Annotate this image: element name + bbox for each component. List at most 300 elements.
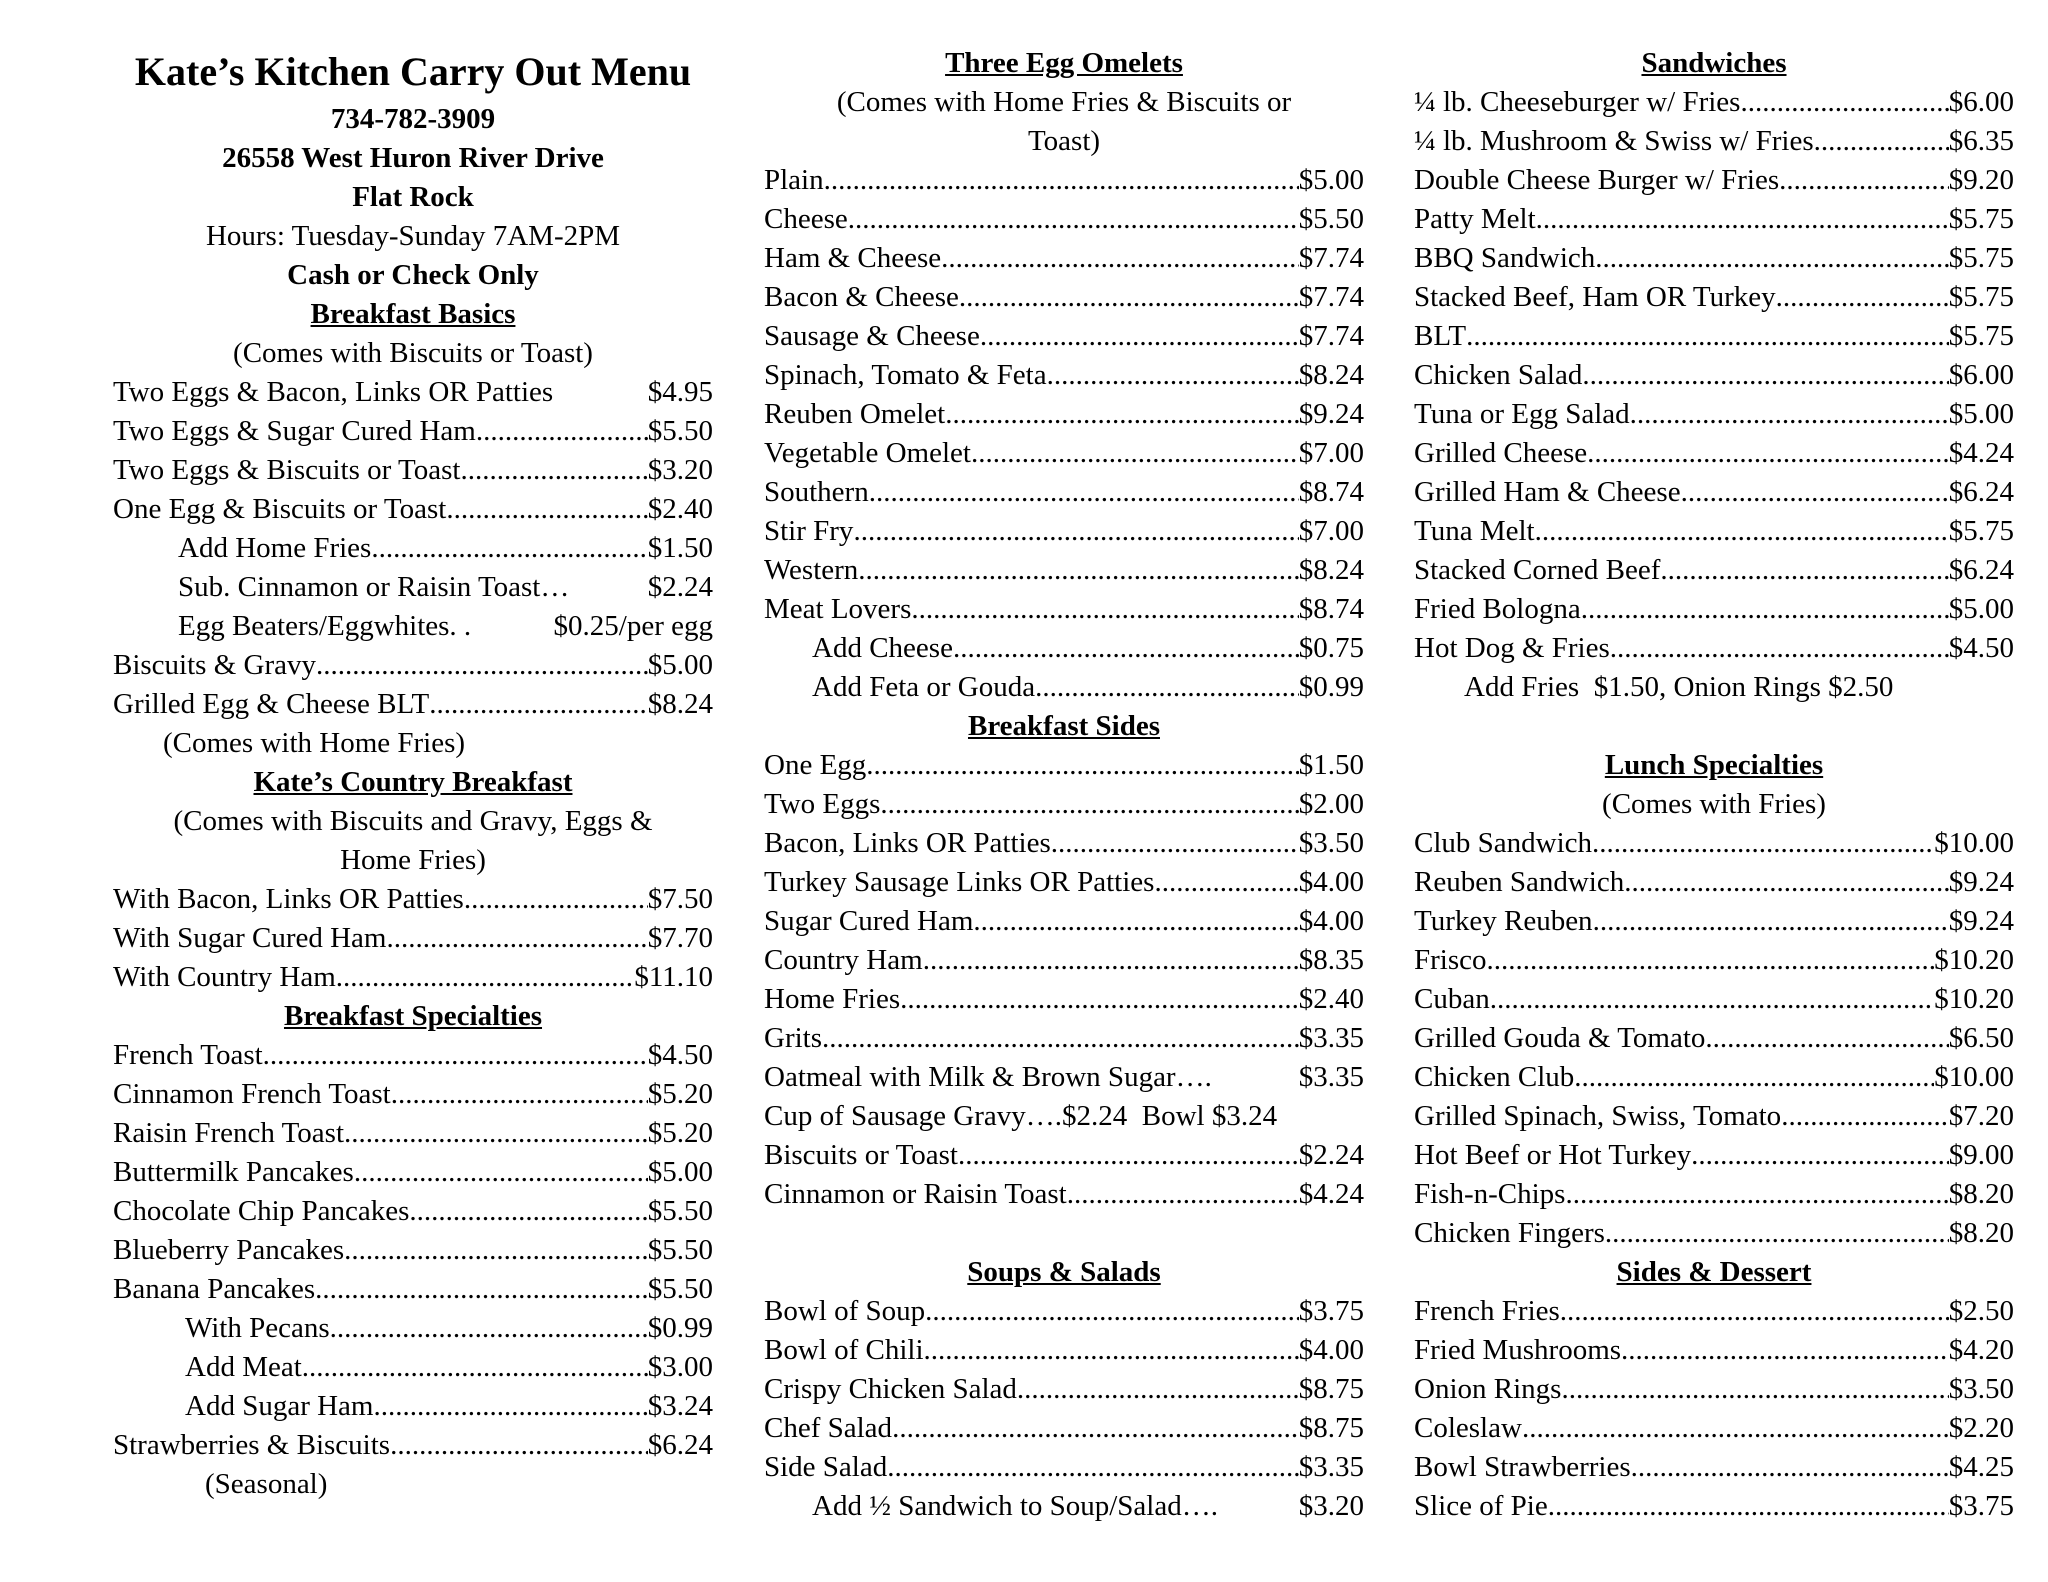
item-name: Fried Bologna (1414, 593, 1581, 625)
menu-item (1414, 1214, 2014, 1253)
item-price: $2.20 (1948, 1412, 2014, 1444)
dot-leader (973, 902, 1298, 941)
item-price: $8.20 (1948, 1217, 2014, 1249)
menu-item (764, 590, 1364, 629)
item-name: One Egg (764, 749, 867, 781)
item-name: Raisin French Toast (113, 1117, 345, 1149)
item-price: $6.24 (647, 1429, 713, 1461)
dot-leader (316, 646, 648, 685)
sandwiches-heading: Sandwiches (1641, 47, 1787, 79)
dot-leader (887, 1448, 1299, 1487)
item-name: Double Cheese Burger w/ Fries (1414, 164, 1780, 196)
item-name: Coleslaw (1414, 1412, 1522, 1444)
menu-item (1414, 1487, 2014, 1526)
item-price: $3.50 (1948, 1373, 2014, 1405)
omelets-heading: Three Egg Omelets (945, 47, 1183, 79)
dot-leader (959, 278, 1299, 317)
item-name: Grilled Egg & Cheese BLT (113, 688, 430, 720)
menu-item (1414, 1175, 2014, 1214)
item-name: Buttermilk Pancakes (113, 1156, 354, 1188)
menu-item (764, 1448, 1364, 1487)
item-name: Grilled Cheese (1414, 437, 1588, 469)
menu-item (1414, 1331, 2014, 1370)
item-name: Biscuits & Gravy (113, 649, 316, 681)
item-name: Country Ham (764, 944, 923, 976)
menu-addon (113, 1387, 713, 1426)
dot-leader (336, 958, 635, 997)
dot-leader (848, 200, 1299, 239)
item-price: $1.50 (1298, 749, 1364, 781)
item-name: Reuben Omelet (764, 398, 946, 430)
dot-leader (1487, 941, 1935, 980)
item-price: $2.40 (1298, 983, 1364, 1015)
item-name: Two Eggs (764, 788, 881, 820)
item-price: $2.24 (647, 571, 713, 603)
item-name: ¼ lb. Cheeseburger w/ Fries (1414, 86, 1741, 118)
item-price: $2.50 (1948, 1295, 2014, 1327)
menu-item (113, 1036, 713, 1075)
seasonal-note: (Seasonal) (205, 1468, 328, 1500)
dot-leader (1592, 824, 1934, 863)
dot-leader (302, 1348, 648, 1387)
item-name: Tuna Melt (1414, 515, 1535, 547)
item-name: Add Home Fries (178, 532, 372, 564)
dot-leader (1490, 980, 1935, 1019)
item-price: $7.00 (1298, 515, 1364, 547)
item-name: Spinach, Tomato & Feta (764, 359, 1047, 391)
item-price: $10.00 (1934, 1061, 2014, 1093)
menu-addon (113, 568, 713, 607)
item-price: $4.24 (1298, 1178, 1364, 1210)
dot-leader (866, 746, 1298, 785)
dot-leader (476, 412, 648, 451)
menu-item (764, 200, 1364, 239)
dot-leader (330, 1309, 648, 1348)
menu-item (764, 434, 1364, 473)
menu-item (764, 512, 1364, 551)
menu-item (113, 412, 713, 451)
item-price: $5.50 (647, 1273, 713, 1305)
dot-leader (409, 1192, 647, 1231)
menu-item (764, 395, 1364, 434)
item-name: Egg Beaters/Eggwhites. . (178, 610, 472, 642)
dot-leader (373, 1387, 647, 1426)
item-name: Meat Lovers (764, 593, 912, 625)
menu-item (1414, 395, 2014, 434)
menu-item (113, 646, 713, 685)
dot-leader (1154, 863, 1298, 902)
lunch-specialties-heading: Lunch Specialties (1604, 749, 1824, 781)
menu-addon (113, 1348, 713, 1387)
item-name: Bowl of Chili (764, 1334, 924, 1366)
item-price: $8.20 (1948, 1178, 2014, 1210)
item-name: Cinnamon or Raisin Toast (764, 1178, 1067, 1210)
menu-item (1414, 590, 2014, 629)
item-price: $0.75 (1298, 632, 1364, 664)
dot-leader (1681, 473, 1949, 512)
dot-leader (1047, 356, 1299, 395)
item-name: Grits (764, 1022, 822, 1054)
menu-item (1414, 1136, 2014, 1175)
item-price: $4.00 (1298, 905, 1364, 937)
item-name: Sub. Cinnamon or Raisin Toast… (178, 571, 570, 603)
item-price: $3.75 (1298, 1295, 1364, 1327)
dot-leader (263, 1036, 648, 1075)
item-price: $9.24 (1948, 866, 2014, 898)
dot-leader (853, 512, 1298, 551)
menu-item (1414, 980, 2014, 1019)
breakfast-specialties-heading: Breakfast Specialties (283, 1000, 543, 1032)
dot-leader (1051, 824, 1299, 863)
menu-item (113, 1231, 713, 1270)
item-name: Patty Melt (1414, 203, 1536, 235)
item-price: $7.74 (1298, 242, 1364, 274)
item-name: Chicken Fingers (1414, 1217, 1605, 1249)
country-breakfast-note-line1: (Comes with Biscuits and Gravy, Eggs & (173, 805, 653, 837)
dot-leader (925, 1292, 1299, 1331)
menu-item (113, 880, 713, 919)
item-price: $8.24 (1298, 554, 1364, 586)
menu-item (764, 1292, 1364, 1331)
dot-leader (1035, 668, 1299, 707)
soups-salads-heading: Soups & Salads (967, 1256, 1161, 1288)
item-price: $7.20 (1948, 1100, 2014, 1132)
lunch-specialties-note: (Comes with Fries) (1602, 788, 1826, 820)
dot-leader (1630, 395, 1949, 434)
menu-item (1414, 941, 2014, 980)
item-name: Stacked Corned Beef (1414, 554, 1661, 586)
menu-item (764, 1331, 1364, 1370)
item-name: Bacon, Links OR Patties (764, 827, 1051, 859)
menu-item (1414, 629, 2014, 668)
item-price: $3.20 (1298, 1490, 1364, 1522)
dot-leader (880, 785, 1298, 824)
item-name: Sausage & Cheese (764, 320, 980, 352)
dot-leader (958, 1136, 1299, 1175)
item-name: Stacked Beef, Ham OR Turkey (1414, 281, 1776, 313)
dot-leader (1565, 1175, 1948, 1214)
menu-item (113, 1426, 713, 1465)
item-price: $4.50 (647, 1039, 713, 1071)
menu-item (764, 473, 1364, 512)
menu-item (113, 1270, 713, 1309)
item-name: BBQ Sandwich (1414, 242, 1596, 274)
hours: Hours: Tuesday-Sunday 7AM-2PM (205, 220, 621, 252)
item-price: $5.20 (647, 1117, 713, 1149)
dot-leader (1624, 863, 1949, 902)
dot-leader (1466, 317, 1949, 356)
dot-leader (315, 1270, 648, 1309)
menu-item (764, 551, 1364, 590)
menu-item (113, 1114, 713, 1153)
dot-leader (1705, 1019, 1948, 1058)
item-name: Plain (764, 164, 824, 196)
menu-item (764, 356, 1364, 395)
item-price: $3.35 (1298, 1061, 1364, 1093)
item-price: $6.35 (1948, 125, 2014, 157)
dot-leader (1781, 1097, 1949, 1136)
menu-item (113, 1075, 713, 1114)
item-name: One Egg & Biscuits or Toast (113, 493, 447, 525)
item-name: BLT (1414, 320, 1467, 352)
item-price: $4.00 (1298, 866, 1364, 898)
item-name: Fried Mushrooms (1414, 1334, 1622, 1366)
menu-item (764, 1370, 1364, 1409)
item-price: $5.50 (647, 1234, 713, 1266)
item-price: $9.24 (1298, 398, 1364, 430)
menu-addon (764, 668, 1364, 707)
dot-leader (1536, 200, 1949, 239)
dot-leader (1582, 356, 1948, 395)
menu-item (1414, 317, 2014, 356)
item-price: $8.75 (1298, 1373, 1364, 1405)
item-price: $5.50 (647, 415, 713, 447)
dot-leader (911, 590, 1298, 629)
dot-leader (1561, 1370, 1948, 1409)
dot-leader (892, 1409, 1299, 1448)
dot-leader (971, 434, 1299, 473)
menu-item (1414, 356, 2014, 395)
dot-leader (446, 490, 647, 529)
item-name: Grilled Gouda & Tomato (1414, 1022, 1706, 1054)
payment-note: Cash or Check Only (287, 259, 539, 291)
item-name: Southern (764, 476, 869, 508)
menu-item (1414, 1448, 2014, 1487)
dot-leader (1621, 1331, 1949, 1370)
item-price: $0.99 (647, 1312, 713, 1344)
item-price: $5.75 (1948, 203, 2014, 235)
item-name: Vegetable Omelet (764, 437, 971, 469)
menu-item (1414, 1370, 2014, 1409)
dot-leader (1522, 1409, 1949, 1448)
item-price: $6.24 (1948, 554, 2014, 586)
menu-item (1414, 239, 2014, 278)
dot-leader (980, 317, 1299, 356)
item-price: $7.74 (1298, 281, 1364, 313)
menu-item (764, 941, 1364, 980)
menu-addon (764, 629, 1364, 668)
item-name: Tuna or Egg Salad (1414, 398, 1630, 430)
menu-item (1414, 278, 2014, 317)
item-price: $6.24 (1948, 476, 2014, 508)
item-price: $6.00 (1948, 359, 2014, 391)
dot-leader (1660, 551, 1948, 590)
menu-item (764, 1019, 1364, 1058)
item-name: Side Salad (764, 1451, 888, 1483)
item-price: $2.40 (647, 493, 713, 525)
menu-item (113, 451, 713, 490)
menu-item (764, 824, 1364, 863)
dot-leader (1776, 278, 1949, 317)
menu-item (1414, 1097, 2014, 1136)
menu-column-middle (764, 44, 1364, 1526)
item-price: $5.75 (1948, 320, 2014, 352)
dot-leader (1587, 434, 1949, 473)
item-name: Turkey Reuben (1414, 905, 1593, 937)
omelets-note-line1: (Comes with Home Fries & Biscuits or (836, 86, 1292, 118)
item-price: $6.00 (1948, 86, 2014, 118)
dot-leader (460, 451, 647, 490)
item-name: Western (764, 554, 859, 586)
breakfast-basics-heading: Breakfast Basics (310, 298, 516, 330)
menu-item (764, 1409, 1364, 1448)
street-address: 26558 West Huron River Drive (222, 142, 604, 174)
item-name: Two Eggs & Biscuits or Toast (113, 454, 461, 486)
menu-item (1414, 161, 2014, 200)
item-name: Strawberries & Biscuits (113, 1429, 391, 1461)
item-name: Turkey Sausage Links OR Patties (764, 866, 1155, 898)
item-name: With Pecans (185, 1312, 330, 1344)
item-price: $5.75 (1948, 281, 2014, 313)
section-spacer (764, 1214, 1364, 1253)
item-price: $11.10 (634, 961, 713, 993)
country-breakfast-note-line2: Home Fries) (340, 844, 486, 876)
item-price: $2.24 (1298, 1139, 1364, 1171)
dot-leader (1067, 1175, 1299, 1214)
dot-leader (924, 1331, 1299, 1370)
dot-leader (1631, 1448, 1949, 1487)
item-name: Add Feta or Gouda (812, 671, 1036, 703)
item-price: $7.00 (1298, 437, 1364, 469)
dot-leader (344, 1114, 648, 1153)
breakfast-sides-heading: Breakfast Sides (967, 710, 1160, 742)
item-price: $4.24 (1948, 437, 2014, 469)
item-price: $7.74 (1298, 320, 1364, 352)
menu-item (113, 685, 713, 724)
menu-item (1414, 902, 2014, 941)
dot-leader (1593, 902, 1949, 941)
item-price: $3.24 (647, 1390, 713, 1422)
dot-leader (1610, 629, 1949, 668)
menu-addon (113, 529, 713, 568)
menu-item (113, 1192, 713, 1231)
menu-item (1414, 512, 2014, 551)
city: Flat Rock (352, 181, 474, 213)
menu-item (1414, 1409, 2014, 1448)
dot-leader (1691, 1136, 1949, 1175)
item-name: With Country Ham (113, 961, 336, 993)
item-price: $10.20 (1934, 983, 2014, 1015)
item-price: $8.74 (1298, 593, 1364, 625)
dot-leader (1814, 122, 1949, 161)
item-price: $3.20 (647, 454, 713, 486)
dot-leader (953, 629, 1299, 668)
item-name: Grilled Ham & Cheese (1414, 476, 1681, 508)
item-price: $5.50 (647, 1195, 713, 1227)
item-name: Chef Salad (764, 1412, 893, 1444)
item-name: Biscuits or Toast (764, 1139, 958, 1171)
item-name: Ham & Cheese (764, 242, 942, 274)
item-name: Slice of Pie (1414, 1490, 1548, 1522)
menu-item (1414, 551, 2014, 590)
item-price: $7.50 (647, 883, 713, 915)
menu-item (764, 1175, 1364, 1214)
item-price: $5.00 (1948, 593, 2014, 625)
item-name: Grilled Spinach, Swiss, Tomato (1414, 1100, 1782, 1132)
menu-item (1414, 1292, 2014, 1331)
item-price: $4.20 (1948, 1334, 2014, 1366)
item-price: $0.25/per egg (553, 610, 713, 642)
menu-item (113, 958, 713, 997)
item-price: $9.24 (1948, 905, 2014, 937)
item-price: $2.00 (1298, 788, 1364, 820)
item-name: Hot Beef or Hot Turkey (1414, 1139, 1692, 1171)
dot-leader (1017, 1370, 1299, 1409)
item-price: $8.24 (647, 688, 713, 720)
menu-item (113, 919, 713, 958)
item-name: Cinnamon French Toast (113, 1078, 391, 1110)
dot-leader (464, 880, 648, 919)
item-name: Chocolate Chip Pancakes (113, 1195, 410, 1227)
sausage-gravy-item: Cup of Sausage Gravy….$2.24 Bowl $3.24 (764, 1100, 1278, 1132)
item-price: $5.50 (1298, 203, 1364, 235)
item-name: Crispy Chicken Salad (764, 1373, 1017, 1405)
item-price: $5.75 (1948, 515, 2014, 547)
item-price: $9.20 (1948, 164, 2014, 196)
item-price: $7.70 (647, 922, 713, 954)
phone-number: 734-782-3909 (330, 103, 496, 135)
item-price: $3.50 (1298, 827, 1364, 859)
menu-addon (764, 1487, 1364, 1526)
item-price: $8.74 (1298, 476, 1364, 508)
menu-item (1414, 1058, 2014, 1097)
item-name: Blueberry Pancakes (113, 1234, 345, 1266)
menu-item (764, 239, 1364, 278)
dot-leader (822, 1019, 1299, 1058)
item-price: $4.95 (647, 376, 713, 408)
dot-leader (344, 1231, 648, 1270)
item-name: Stir Fry (764, 515, 854, 547)
item-price: $3.35 (1298, 1451, 1364, 1483)
menu-item (764, 863, 1364, 902)
menu-item (1414, 473, 2014, 512)
dot-leader (1779, 161, 1949, 200)
dot-leader (1548, 1487, 1949, 1526)
item-name: Cheese (764, 203, 848, 235)
item-name: Banana Pancakes (113, 1273, 316, 1305)
menu-item (764, 278, 1364, 317)
item-name: ¼ lb. Mushroom & Swiss w/ Fries (1414, 125, 1814, 157)
menu-item (1414, 122, 2014, 161)
item-price: $5.00 (1948, 398, 2014, 430)
item-name: With Sugar Cured Ham (113, 922, 387, 954)
item-name: Two Eggs & Sugar Cured Ham (113, 415, 476, 447)
item-name: With Bacon, Links OR Patties (113, 883, 464, 915)
item-name: Bacon & Cheese (764, 281, 959, 313)
item-name: Chicken Club (1414, 1061, 1575, 1093)
menu-item (764, 785, 1364, 824)
menu-item (764, 1136, 1364, 1175)
item-name: Club Sandwich (1414, 827, 1593, 859)
dot-leader (869, 473, 1299, 512)
item-name: Onion Rings (1414, 1373, 1562, 1405)
menu-item (113, 490, 713, 529)
dot-leader (1581, 590, 1949, 629)
section-spacer (1414, 707, 2014, 746)
menu-item (1414, 863, 2014, 902)
item-name: Chicken Salad (1414, 359, 1583, 391)
menu-item (764, 317, 1364, 356)
menu-item (1414, 434, 2014, 473)
menu-item (113, 1153, 713, 1192)
item-name: Cuban (1414, 983, 1490, 1015)
menu-item (1414, 824, 2014, 863)
item-name: Add Meat (185, 1351, 302, 1383)
dot-leader (923, 941, 1299, 980)
item-price: $5.00 (647, 649, 713, 681)
dot-leader (1605, 1214, 1949, 1253)
item-price: $5.00 (647, 1156, 713, 1188)
